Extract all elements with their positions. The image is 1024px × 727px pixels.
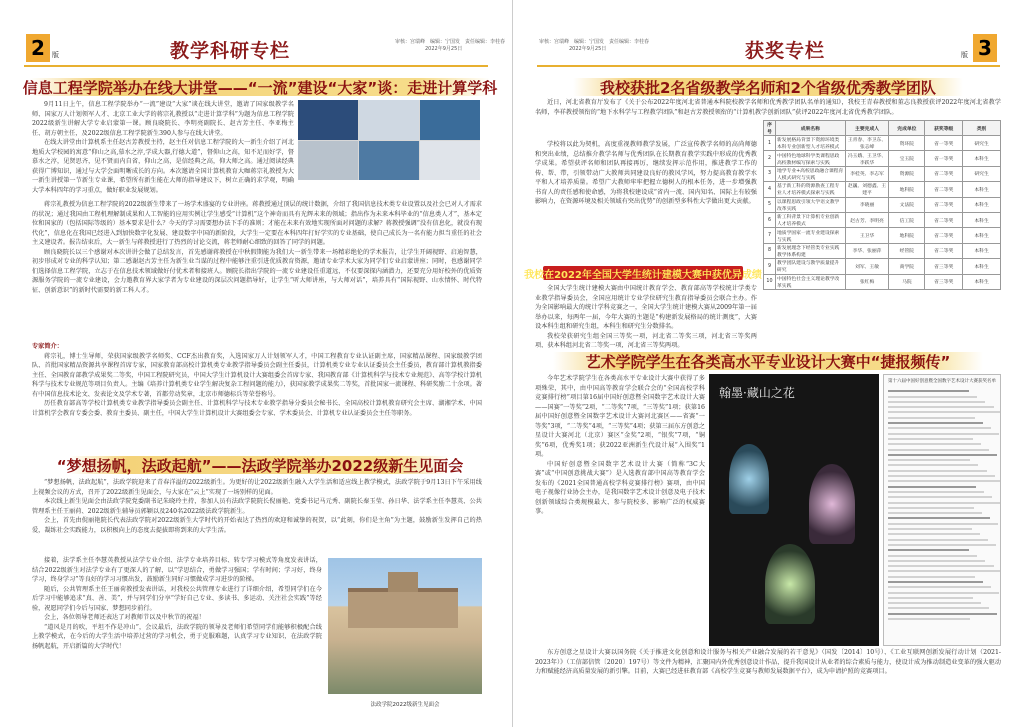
- photo-tile: [420, 141, 480, 180]
- table-cell: 新发展理念下经管类专业实践教学体系构建: [775, 243, 845, 258]
- header-rule: [24, 65, 488, 67]
- table-cell: 本科生: [963, 212, 1001, 227]
- table-cell: 资环院: [889, 136, 925, 151]
- table-cell: 5: [764, 197, 776, 212]
- poster-flower: [809, 464, 855, 544]
- table-row: [764, 151, 1001, 166]
- award-line: [888, 443, 981, 445]
- award-line: [888, 507, 974, 509]
- award-line: [888, 586, 991, 588]
- paragraph: 我校荣获研究生组全国三等奖一项，河北省二等奖三项，河北省三等奖两项，获本科组河北省二等奖一项，河北省三等奖两项。: [535, 332, 757, 348]
- table-cell: 本科生: [963, 197, 1001, 212]
- award-line: [888, 607, 989, 609]
- article-body: [32, 100, 294, 196]
- poster-title: 翰墨·藏山之花: [719, 386, 795, 400]
- paragraph: 本次线上新生见面会由法政学院党委副书记朱晓玲主持，参加人员有法政学院院长倪丽艳、党委书记马元秀、副院长秦玉莹、孙日华、法学系主任李慧英、公共管理系主任王丽荷、2022级新生辅导员郭颖以及240名2022级法政学院新生。: [32, 498, 482, 515]
- table-cell: 省二等奖: [925, 228, 963, 243]
- table-row: [764, 212, 1001, 227]
- table-cell: 本科生: [963, 182, 1001, 197]
- award-line: [888, 549, 969, 551]
- award-line: [888, 602, 981, 604]
- meta-line-2: 2022年9月25日: [425, 46, 463, 52]
- paragraph: “道风是月的吹，平坦不作是冲山”，会议最后，法政学院的领导及老师们希望同学们能够积极配合线上教学模式，在今后的大学生活中培养过营的学习机会，勇于克服难题，认真学习专业知识，在法政学院扬帆起航，开启新篇的大学时代！: [32, 623, 322, 650]
- table-cell: 省三等奖: [925, 274, 963, 289]
- paragraph: 随后，公共管理系主任王丽荷教授发表讲话，对我校公共管理专业进行了详细介绍，希望同学们在今后学习中能够追求“真、善、美”，并与同学们分享“学好自己专业、多读书、多运动、关注社会实践”等经验，祝愿同学们今后与国家、梦想同步前行。: [32, 585, 322, 612]
- right-header: [513, 30, 1024, 70]
- table-cell: 刘军、王敏: [845, 259, 889, 274]
- table-cell: 张红梅: [845, 274, 889, 289]
- table-cell: 9: [764, 259, 776, 274]
- header-meta: [539, 39, 649, 53]
- table-row: [764, 197, 1001, 212]
- table-cell: 省一等奖: [925, 136, 963, 151]
- paragraph: 中国好创意暨全国数字艺术设计大赛（简称“3C大赛”或“中国创意挑战大赛”）是入选教育部中国高等教育学会发布的《2021全国普通高校学科竞赛排行榜》赛项，由中国电子视像行业协会主办，是我国数字艺术设计创意及电子技术创新领域综合类规模最大、参与院校多、影响广泛的权威赛事。: [535, 460, 705, 515]
- table-cell: 信工院: [889, 212, 925, 227]
- table-cell: 王卫华: [845, 228, 889, 243]
- paragraph: 接着，法学系主任李慧英教授从法学专业介绍、法学专业培养目标、转专学习模式等角度发表讲话，结合2022级新生对法学专业有了更深人的了解，以“学思结合，勇做学习强国；学有时间；学习好，终身学习，终身学习”等良好的学习习惯出发，鼓励新生同好习惯做成学习进步的阶梯。: [32, 557, 322, 583]
- table-cell: 省二等奖: [925, 212, 963, 227]
- paragraph: 今年艺术学院学生在各类高水平专业设计大赛中获得了多项殊荣，其中，由中国高等教育学会联合会的“全国高校学科竞赛排行榜”项目第16届中国好创意暨全国数字艺术设计大赛——国赛“一等奖”2项，“二等奖”7项，“三等奖”1项；获第16届中国好创意暨全国数字艺术设计大赛河北赛区——省赛“一等奖”3项，“二等奖”4项，“三等奖”4项；获第三届东方创意之星设计大赛河北（北京）赛区“金奖”2项，“银奖”7项，“铜奖”6项，优秀奖1项；获2022亚洲新生代设计展“入围奖”1项。: [535, 375, 705, 458]
- photo-caption: 法政学院2022级新生见面会: [370, 702, 440, 708]
- table-cell: 以课程思政引领大学语文教学改革实践: [775, 197, 845, 212]
- table-row: [764, 166, 1001, 181]
- award-line: [888, 486, 976, 488]
- award-line: [888, 459, 970, 461]
- table-cell: 中国特色地球科学类课程思政高校教材编写探索与实践: [775, 151, 845, 166]
- table-cell: 研究生: [963, 136, 1001, 151]
- award-line: [888, 422, 983, 424]
- table-row: [764, 136, 1001, 151]
- table-row: [764, 274, 1001, 289]
- bio-heading: 专家简介：: [32, 343, 63, 350]
- bio-paragraph: 历任教育部高等学校计算机类专业教学指导委员会副主任、计算机科学与技术专业教学指导分委员会秘书长、全国高校计算机教育研究会主席、湖湘学术、中国计算机学会教育专委会委、教育主委员、副主任，中国大学生计算机设计大赛组委会专家、学术委员会、计算机专业认证委员会主任等职务。: [32, 400, 482, 417]
- table-cell: 地质学国家一流专业建设探索与实践: [775, 228, 845, 243]
- table-cell: 文法院: [889, 197, 925, 212]
- article-headline: 我校在2022年全国大学生统计建模大赛中获优异成绩: [543, 266, 743, 280]
- table-header: 完成单位: [889, 121, 925, 136]
- award-line: [888, 480, 1001, 482]
- table-cell: 宝玉院: [889, 151, 925, 166]
- award-line: [888, 396, 977, 398]
- photo-tile: [359, 141, 419, 180]
- award-line: [888, 592, 999, 594]
- table-cell: 教学团队建设与教学质量提升研究: [775, 259, 845, 274]
- award-line: [888, 565, 994, 567]
- page-suffix: 版: [52, 51, 59, 59]
- photo-tile: [420, 100, 480, 140]
- award-line: [888, 464, 978, 466]
- award-list-image: [883, 374, 1001, 646]
- table-cell: 新发展格局背景下资源环境类本科专业创新型人才培养模式: [775, 136, 845, 151]
- table-cell: 本科生: [963, 259, 1001, 274]
- article-headline: 信息工程学院举办在线大讲堂——“一流”建设“大家”谈：走进计算学科: [22, 78, 498, 97]
- awards-table: [763, 120, 1001, 290]
- table-cell: 省二等奖: [925, 243, 963, 258]
- page-number-badge: 3: [973, 34, 997, 62]
- table-cell: 8: [764, 243, 776, 258]
- art-poster: [709, 374, 879, 646]
- award-line: [888, 496, 992, 498]
- award-line: [888, 539, 988, 541]
- bio-paragraph: 蒋宗礼，博士生导师，荣获国家级教学名师奖、CCF杰出教育奖，入选国家万人计划领军人才，中国工程教育专业认证副主席，国家精品课程、国家级教学团队、首批国家精品资源共享课程首席专家，国家教育部高校计算机类专业教学指导委员会副主任委员，计算机类专业专业认证委员会主任委员，教育部计算机教指委主任、全国教育部教学成果奖二等奖，中国工程院研究员，中国大学生计算机设计大赛组委会首席专家、我国教育部《计算机科学与技术专业规范》、高等学校计算机科学与技术专业规范等项目负责人。主编《培养计算机类专业学生解决复杂工程问题的能力》，获国家教学成果奖二等奖，首批国家一流课程、科研奖励二十余项。著有中国信息技术论文、发表论文及学术专著，首都劳动奖章，北京市师德标兵等荣誉称号。: [32, 352, 482, 398]
- poster-flower: [729, 444, 769, 514]
- award-line: [888, 470, 987, 472]
- award-line: [888, 433, 999, 435]
- lecture-photo-collage: [298, 100, 480, 180]
- header-rule: [537, 65, 1000, 67]
- award-line: [888, 555, 977, 557]
- campus-photo: [328, 558, 482, 694]
- expert-bio: [32, 342, 482, 442]
- award-line: [888, 411, 1001, 413]
- table-cell: 研究生: [963, 166, 1001, 181]
- table-row: [764, 182, 1001, 197]
- table-cell: 1: [764, 136, 776, 151]
- table-cell: 省三等奖: [925, 259, 963, 274]
- table-cell: 资源院: [889, 166, 925, 181]
- article-body-cont: [32, 200, 482, 340]
- table-cell: 10: [764, 274, 776, 289]
- table-row: [764, 243, 1001, 258]
- paragraph: 蒋宗礼教授为信息工程学院的2022级新生带来了一场学术盛宴的专业讲座。蒋教授通过顶层的统计数据，介绍了我国信息技术类专业设置以及社会已对人才需求的状况；通过我国由工程机理解制成果和人工智能的应用实例让学生感受“计算机”这个神奇而具有光辉未来的领域；指出作为未来本科毕业的“信息类人才”，基本定位和国家的（包括国际等级的）基本要求是什么？今天的学习需要想办法下手的准则；才能在未来有效地实现所面对问题的求解？蒋教授强调“没有信息化，就没有现代化”，信息化在我国已经进入到加快数字化发展、建设数字中国的新阶段，大学生一定要在本科四年打好学实的专业基础，使自己成长为一名有能力担当重任的社会主义建设者。报告结束后，大一新生与蒋教授进行了热烈的讨论交流，蒋老师耐心细致的回答了同学的问题。: [32, 201, 482, 246]
- award-line: [888, 406, 994, 408]
- table-cell: 马院: [889, 274, 925, 289]
- table-header: 主要完成人: [845, 121, 889, 136]
- table-cell: 地科院: [889, 182, 925, 197]
- right-page: [512, 0, 1024, 727]
- award-line: [888, 417, 975, 419]
- table-cell: 本科生: [963, 243, 1001, 258]
- table-cell: 省二等奖: [925, 197, 963, 212]
- table-header-row: [764, 121, 1001, 136]
- table-cell: 王青春、李卫东、张志峰: [845, 136, 889, 151]
- meta-line-1: 审核：宫瑞峰 编辑：宁国发 责任编辑：李桂春: [539, 39, 650, 45]
- table-cell: 6: [764, 212, 776, 227]
- award-line: [888, 613, 997, 615]
- award-line: [888, 438, 973, 440]
- paragraph: 会上，各位领导老师还表达了对教师节以及中秋节的祝福！: [44, 614, 205, 621]
- article-body-cont: [535, 648, 1001, 718]
- award-line: [888, 491, 984, 493]
- award-line: [888, 618, 970, 620]
- award-line: [888, 533, 980, 535]
- table-cell: 省二等奖: [925, 182, 963, 197]
- table-cell: 省一等奖: [925, 151, 963, 166]
- table-cell: 4: [764, 182, 776, 197]
- photo-tile: [298, 141, 358, 180]
- table-cell: 赵古芳、李明亮: [845, 212, 889, 227]
- photo-tile: [359, 100, 419, 140]
- table-cell: 地学专业+高校思政融合课程育人模式研究与实践: [775, 166, 845, 181]
- award-line: [888, 502, 1001, 504]
- table-cell: 新工科背景下计算机专业创新人才培养模式: [775, 212, 845, 227]
- table-cell: 李晓丽: [845, 197, 889, 212]
- section-title: 获奖专栏: [745, 40, 826, 62]
- article-body: [535, 284, 757, 348]
- paragraph: 东方创意之星设计大赛以国务院《关于推进文化创意和设计服务与相关产业融合发展的若干意见》（国发〔2014〕10号）、《工业互联网创新发展行动计划（2021-2023年）》（工信部信管〔2020〕197号）等文件为精神，汇聚国内外优秀创意设计作品，提升我国设计从业者的综合素质与能力，使设计成为推动制造业变革的强大驱动力和赋能经济高质量发展的新引擎。目前，大赛已经进驻教育部《高校学生竞赛与教师发展数据平台》，成为申请护照的竞赛项目。: [535, 649, 1001, 675]
- table-header: 成果名称: [775, 121, 845, 136]
- table-cell: 7: [764, 228, 776, 243]
- table-header: 序号: [764, 121, 776, 136]
- paragraph: 在线大讲堂由计算机系主任赵古芳教授主持，赵主任对信息工程学院的大一新生介绍了河北地质大学校园的寓意“仰山之高,慕水之淳,学成大器,行德大道”，督仰山之高，知不足而好学，督慕水之淳，见贤思齐，见不贤而内自省，仰山之高，是信经典之高，仰大师之高。通过阅读经典获得广博知识，通过与大学会面明晰成长的方向。本次邀请全国计算机教育大咖蒋宗礼教授为大一新生讲授第一节新生专业课，希望所有新生能在大师的指导建议下，树立正确的求学观，明确大学本科四年的学习重点，做好职业发展规划。: [32, 139, 294, 194]
- table-cell: 省二等奖: [925, 166, 963, 181]
- table-row: [764, 228, 1001, 243]
- header-meta: [395, 39, 505, 53]
- award-line: [888, 528, 972, 530]
- building-shape: [348, 588, 458, 628]
- award-line: [888, 401, 985, 403]
- table-cell: 本科生: [963, 151, 1001, 166]
- award-line: [888, 517, 990, 519]
- page-suffix: 版: [961, 51, 968, 59]
- award-line: [888, 544, 996, 546]
- award-line: [888, 427, 991, 429]
- award-line: [888, 570, 1001, 572]
- meta-line-1: 审核：宫瑞峰 编辑：宁国发 责任编辑：李桂春: [395, 39, 506, 45]
- paragraph: 9月11日上午，信息工程学院举办“一流”建设“大家”谈在线大讲堂，邀请了国家级教学名师、国家万人计划领军人才、北京工业大学的蒋宗礼教授以“走进计算学科”为题为信息工程学院2022级新生讲解大学专业启蒙第一课。顾良晓院长、李明亮副院长、赵古芳主任、李亚梅主任、胡方朝主任，及2022级信息工程学院新生390人参与在线大讲堂。: [32, 101, 294, 137]
- article-body: [32, 478, 482, 554]
- table-cell: 李华、张丽萍: [845, 243, 889, 258]
- award-line: [888, 475, 995, 477]
- table-header: 类别: [963, 121, 1001, 136]
- paragraph: “梦想扬帆，法政起航”，法政学院迎来了青春洋溢的2022级新生。为更好的让2022级新生融入大学生活和适应线上教学模式，法政学院于9月13日下午采用线上视频会议的方式，召开了2022级新生见面会，与大家在“云上”实现了一场别样的见面。: [32, 479, 482, 496]
- table-cell: 本科生: [963, 228, 1001, 243]
- award-line: [888, 576, 975, 578]
- article-headline: “梦想扬帆，法政起航”——法政学院举办2022级新生见面会: [56, 456, 464, 475]
- award-line: [888, 581, 983, 583]
- page-number-badge: 2: [26, 34, 50, 62]
- table-cell: 中国特色社会主义理论教学改革实践: [775, 274, 845, 289]
- paragraph: 近日，河北省教育厅发布了《关于公布2022年度河北省普通本科院校教学名师和优秀教学团队名单的通知》，我校王青春教授和董志良教授获评2022年度河北省教学名师，李祥教授领衔的“地下水科学与工程教学团队”和赵古芳教授领衔的“计算机教学创新团队”获评2022年度河北省优秀教学团队。: [535, 99, 1001, 116]
- article-body-cont: [32, 556, 322, 706]
- left-header: [0, 30, 512, 70]
- building-tower: [388, 572, 418, 592]
- table-cell: 李桂英、李志军: [845, 166, 889, 181]
- table-cell: 基于新工科的资源勘查工程专业人才培养模式探索与实践: [775, 182, 845, 197]
- award-line: [888, 523, 998, 525]
- award-line: [888, 390, 969, 392]
- poster-flower: [765, 544, 815, 624]
- table-cell: 冯玉娥、王卫华、李跃华: [845, 151, 889, 166]
- meta-line-2: 2022年9月25日: [569, 46, 607, 52]
- award-list-lines: [884, 390, 1000, 620]
- table-cell: 本科生: [963, 274, 1001, 289]
- award-line: [888, 560, 985, 562]
- paragraph: 学校将以此为契机，高度重视教师教学发展，广泛宣传教学名师的高尚师德和突出业绩，总结推介教学名师与优秀团队在长期教育教学实践中形成的优秀教学成果。希望获评名师和团队再接再厉，继续发挥示范作用，推进教学工作的传、帮、带，引领带动广大教师共同建设良好的教风学风，努力提高教育教学水平和人才培养质量。希望广大教师牢牢把握立德树人的根本任务，进一步增强教书育人的责任感和使命感，为将我校建设成“省内一流、国内知名、国际上有较强影响力，在资源环境及相关领域有突出优势”的创新型多科性大学做出更大贡献。: [535, 141, 757, 205]
- paragraph: 顾良晓院长以三个感谢对本次讲讲会做了总结发言，首先感谢蒋教授在中秋假期能为我们大一新生带来一场精彩绝伦的学术报告，让学生开阔视野、启迪智慧，初步形成对专业的科学认知；第二感谢赵古芳主任为新生业当谋的过程中能够注重引进优质教育资源，邀请专业学术大家为同学们专业启蒙讲座；同时，也感谢同学们选择信息工程学院，立志于在信息技术领域做好付优术者和接班人。顾院长指出学院的一流专业建设任重道远，不仅要深探内涵潜力，还要充分用好校外的优质资源服务学院的一流专业建设，会力邀教育界大家学者为专业建设的深层次问题指导好，让学生“听大师讲座，与大师对话”，培养具有“国际视野、山水情怀、时代特征、创新意识”的新时代需要的新工科人才。: [32, 248, 482, 294]
- table-row: [764, 259, 1001, 274]
- table-cell: 赵巍、刘德鑫、王建平: [845, 182, 889, 197]
- award-line: [888, 597, 973, 599]
- table-cell: 3: [764, 166, 776, 181]
- table-cell: 经管院: [889, 243, 925, 258]
- table-cell: 地科院: [889, 228, 925, 243]
- article-headline: 我校获批2名省级教学名师和2个省级优秀教学团队: [573, 78, 963, 96]
- award-list-title: 第十六届中国好创意暨全国数字艺术设计大赛获奖名单: [888, 379, 996, 384]
- section-title: 教学科研专栏: [170, 40, 291, 62]
- award-line: [888, 449, 989, 451]
- paragraph: 全国大学生统计建模大赛由中国统计教育学会、教育部高等学校统计学类专业教学指导委员会，全国应用统计专业学位研究生教育指导委员会联合主办。作为全国影响最大的统计学科竞赛之一，全国大学生统计建模大赛从2009年第一届举办以来，每两年一届，今年大赛的主题是“构建新发展格局的统计测度”，大赛设本科生组和研究生组，本科生和研究生分数排名。: [535, 285, 757, 330]
- photo-tile: [298, 100, 358, 140]
- award-line: [888, 512, 982, 514]
- table-header: 获奖等级: [925, 121, 963, 136]
- paragraph: 会上，首先由倪丽艳院长代表法政学院对2022级新生大学时代的开始表达了热烈的欢迎和诚挚的祝贺，以“此刻，你们是主角”为主题，鼓励新生发挥自己的热爱，凝练社会实践能力，以积极向上的态度去提拔即将到来的大学生活。: [32, 517, 482, 534]
- table-cell: 商学院: [889, 259, 925, 274]
- article-body: [535, 374, 705, 646]
- article-headline: 艺术学院学生在各类高水平专业设计大赛中“捷报频传”: [553, 352, 983, 370]
- article-body-cont: [535, 140, 757, 260]
- award-line: [888, 454, 997, 456]
- table-cell: 2: [764, 151, 776, 166]
